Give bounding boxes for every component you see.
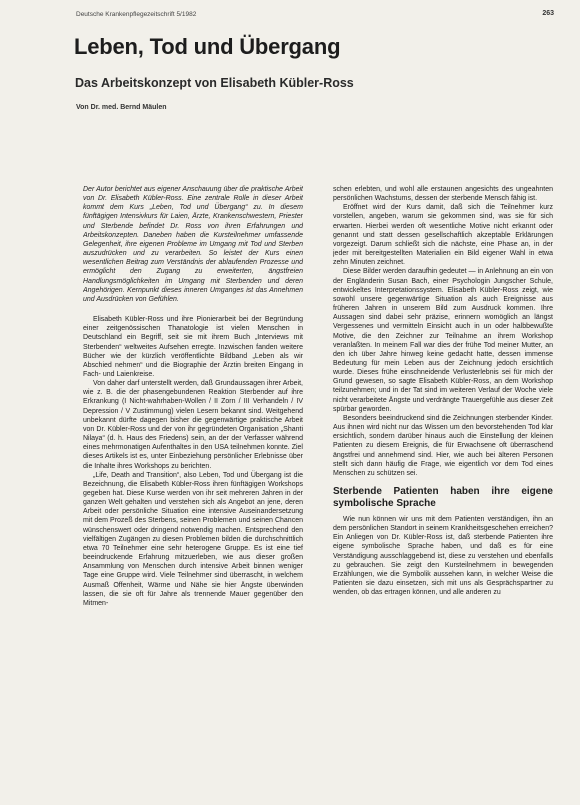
body-paragraph: schen erlebten, und wohl alle erstaunen angesichts des ungeahnten persönlichen Wachstums, dessen der sterbende Mensch fähig ist. bbox=[333, 186, 553, 203]
body-paragraph: Von daher darf unterstellt werden, daß Grundaussagen ihrer Arbeit, wie z. B. die der phasengebundenen Reaktion Sterbender auf ihre Erkrankung (I Nicht-wahrhaben-Wollen / II Zorn / III Verhandeln / IV Depression / V Zustimmung) vielen Lesern bekannt sind. Weitgehend unbekannt dürfte dagegen bisher die gegenwärtige praktische Arbeit von Dr. Kübler-Ross und der von ihr gegründeten Organisation „Shanti Nilaya“ (d. h. Haus des Friedens) sein, an der der Verfasser während eines mehrmonatigen Aufenthaltes in den USA teilnehmen konnte. Ziel dieses Artikels ist es, unter Einbeziehung persönlicher Erlebnisse über die Inhalte ihres Workshops zu berichten. bbox=[83, 380, 303, 470]
text-column-right bbox=[333, 185, 553, 787]
page-number: 263 bbox=[542, 10, 554, 17]
body-paragraph: Besonders beeindruckend sind die Zeichnungen sterbender Kinder. Aus ihnen wird nicht nur das Wissen um den bevorstehenden Tod klar ersichtlich, sondern darüber hinaus auch die Einstellung der kleinen Patienten zu diesem Ereignis, die für Erwachsene oft überraschend ängstfrei und annehmend sind. Hier, wie auch bei älteren Personen stellt sich dann häufig die Frage, wie eigentlich vor dem Tod eines Menschen zu schützen sei. bbox=[333, 414, 553, 477]
article-title: Leben, Tod und Übergang bbox=[74, 34, 341, 59]
body-paragraph: Eröffnet wird der Kurs damit, daß sich die Teilnehmer kurz vorstellen, angeben, warum sie gekommen sind, was sie für sich erwarten. Hierbei werden oft wesentliche Motive nicht erkannt oder genannt und statt dessen gesellschaftlich akzeptable Erklärungen vorgezeigt. Darum schließt sich die nächste, eine Phase an, in der jeder mit bereitgestellten Materialien ein Bild eigener Wahl in etwa zehn Minuten zeichnet. bbox=[333, 204, 553, 267]
text-column-left bbox=[83, 185, 303, 787]
body-paragraph: Diese Bilder werden daraufhin gedeutet — in Anlehnung an ein von der Engländerin Susan Bach, einer Psychologin Jungscher Schule, entwickeltes Interpretationssystem. Elisabeth Kübler-Ross zeigt, wie sowohl unsere gegenwärtige Situation als auch Ereignisse aus früheren Jahren in unserem Bild zum Ausdruck kommen. Ihre Aussagen sind dabei sehr präzise, erinnern womöglich an längst Vergessenes und vermitteln Einsicht auch in un oder halbbewußte Motive, die den Zeichner zur Teilnahme an ihrem Workshop veranlaßten. In meinem Fall war dies der frühe Tod meiner Mutter, an den ich über Jahre hinweg keine gedacht hatte, dessen immense Bedeutung für mein Leben aus der Zeichnung jedoch ersichtlich wurde. Dieses frühe einschneidende Verlusterlebnis sei für mich der Grund gewesen, so sagte Elisabeth Kübler-Ross, an dem Workshop teilzunehmen; und in der Tat sind im weiteren Verlauf der Woche viele nicht verarbeitete Ängste und verdrängte Trauergefühle aus dieser Zeit spürbar geworden. bbox=[333, 268, 553, 413]
abstract-paragraph: Der Autor berichtet aus eigener Anschauung über die praktische Arbeit von Dr. Elisabeth Kübler-Ross. Eine zentrale Rolle in dieser Arbeit kommt dem Kurs „Leben, Tod und Übergang“ zu. In diesem fünftägigen Intensivkurs für Laien, Ärzte, Krankenschwestern, Priester und Sterbende befindet Dr. Ross von ihren Erfahrungen und Arbeitskonzepten. Daneben haben die Kursteilnehmer umfassende Gelegenheit, ihre eigenen Probleme im Umgang mit Tod und Sterben auszudrücken und zu verarbeiten. So leistet der Kurs einen wesentlichen Beitrag zum Verständnis der ablaufenden Prozesse und ermöglicht den Zugang zu erweiterten, ängstfreien Handlungsmöglichkeiten im Umgang mit Sterbenden und deren Angehörigen. Kernpunkt dieses inneren Umganges ist das Annehmen und Ausdrücken von Gefühlen. bbox=[83, 186, 303, 303]
body-paragraph: „Life, Death and Transition“, also Leben, Tod und Übergang ist die Bezeichnung, die Elisabeth Kübler-Ross ihren fünftägigen Workshops gegeben hat. Diese Kurse werden von ihr seit mehreren Jahren in der ganzen Welt gehalten und verstehen sich als Angebot an jene, deren Arbeit oder persönliche Situation eine intensive Auseinandersetzung mit dem Prozeß des Sterbens, seinen Problemen und seinen Chancen wünschenswert oder dringend notwendig machen. Entsprechend den vielfältigen Zugängen zu diesen Problemen bilden die durchschnittlich etwa 70 Teilnehmer eine sehr heterogene Gruppe. Es ist eine tief beeindruckende Erfahrung mitzuerleben, wie aus dieser großen Ansammlung von Menschen durch intensive Arbeit binnen weniger Tage eine Gruppe wird. Viele Teilnehmer sind überrascht, in welchem Ausmaß Offenheit, Wärme und Nähe sie hier Ängste überwinden lassen, die sie oft für Jahre als trennende Mauer gegenüber den Mitmen- bbox=[83, 471, 303, 607]
body-paragraph: Wie nun können wir uns mit dem Patienten verständigen, ihn an dem persönlichen Standort in seinem Krankheitsgeschehen erreichen? Ein Anliegen von Dr. Kübler-Ross ist, daß sterbende Patienten ihre eigene symbolische Sprache haben, und daß es für eine Verständigung ausschlaggebend ist, diese zu verstehen und ebenfalls zu gebrauchen. Sie zeigt den Kursteilnehmern in bewegenden Erzählungen, wie die Symbolik aussehen kann, in welcher Weise die Patienten sie dazu einsetzen, sich mit uns als Gesprächspartner zu wenden, ob das ertragen können, und alle anderen zu bbox=[333, 516, 553, 597]
article-subtitle: Das Arbeitskonzept von Elisabeth Kübler-Ross bbox=[75, 76, 354, 90]
body-paragraph: Elisabeth Kübler-Ross und ihre Pionierarbeit bei der Begründung einer zeitgenössischen Thanatologie ist vielen Menschen in Deutschland ein Begriff, seit sie mit ihrem Buch „Interviews mit Sterbenden“ weltweites Aufsehen erregte. Inzwischen fanden weitere Bücher wie der kürzlich veröffentlichte Bildband „Leben als wir Abschied nehmen“ und die Biographie der Ärztin breiten Eingang in Fach- und Laienkreise. bbox=[83, 316, 303, 378]
article-author: Von Dr. med. Bernd Mäulen bbox=[76, 104, 167, 111]
running-head: Deutsche Krankenpflegezeitschrift 5/1982 bbox=[76, 11, 197, 18]
section-heading: Sterbende Patienten haben ihre eigene symbolische Sprache bbox=[333, 486, 553, 509]
